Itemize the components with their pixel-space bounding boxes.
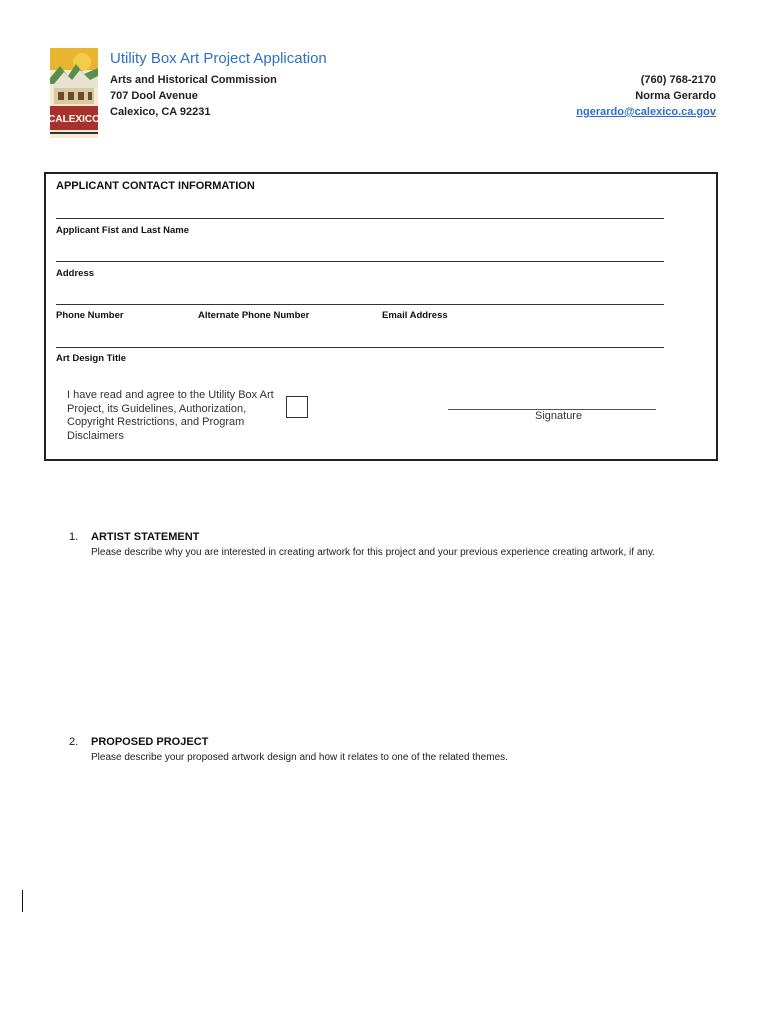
question-2-number: 2.: [69, 736, 79, 748]
question-1-number: 1.: [69, 531, 79, 543]
signature-label: Signature: [535, 410, 583, 422]
contact-name: Norma Gerardo: [635, 90, 716, 102]
question-2-title: PROPOSED PROJECT: [91, 736, 209, 748]
logo-text: CALEXICO: [50, 114, 98, 125]
address-field-line[interactable]: [56, 261, 664, 262]
section-title: APPLICANT CONTACT INFORMATION: [56, 180, 255, 192]
question-1-description: Please describe why you are interested in creating artwork for this project and your previous experience creating artwork, if any.: [91, 547, 655, 558]
art-title-field-line[interactable]: [56, 347, 664, 348]
agreement-text: I have read and agree to the Utility Box Art Project, its Guidelines, Authorization, Copyright Restrictions, and Program Disclaimers: [67, 389, 274, 442]
org-address-line1: 707 Dool Avenue: [110, 90, 198, 102]
question-1-title: ARTIST STATEMENT: [91, 531, 200, 543]
address-label: Address: [56, 268, 95, 279]
phone-field-line[interactable]: [56, 304, 664, 305]
art-title-label: Art Design Title: [56, 353, 127, 364]
question-2-description: Please describe your proposed artwork design and how it relates to one of the related themes.: [91, 752, 508, 763]
contact-email-link[interactable]: ngerardo@calexico.ca.gov: [576, 106, 716, 118]
page-title: Utility Box Art Project Application: [110, 50, 327, 67]
calexico-logo: [50, 48, 98, 138]
org-name: Arts and Historical Commission: [110, 74, 277, 86]
name-field-line[interactable]: [56, 218, 664, 219]
text-cursor: [22, 890, 23, 912]
alt-phone-label: Alternate Phone Number: [198, 310, 310, 321]
contact-phone: (760) 768-2170: [640, 74, 716, 86]
name-label: Applicant Fist and Last Name: [56, 225, 190, 236]
org-address-line2: Calexico, CA 92231: [110, 106, 211, 118]
email-label: Email Address: [382, 310, 448, 321]
agreement-checkbox[interactable]: [286, 396, 308, 418]
phone-label: Phone Number: [56, 310, 124, 321]
